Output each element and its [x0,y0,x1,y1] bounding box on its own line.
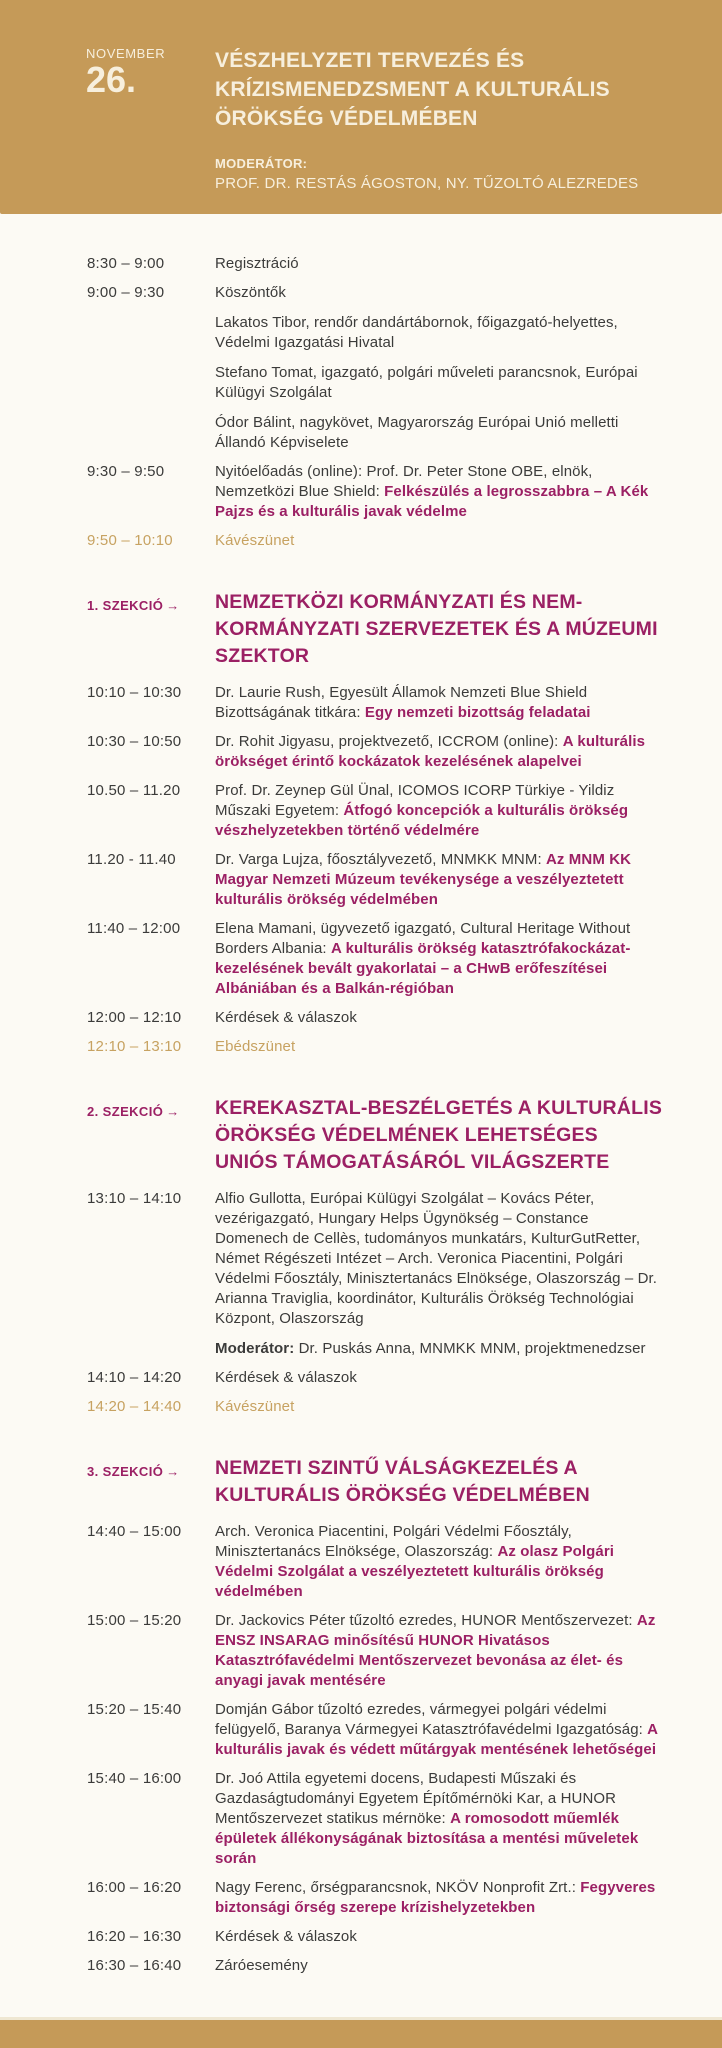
event-paragraph [215,1368,666,1388]
section-label [87,1455,215,1509]
talk-title: Felkészülés a legrosszabbra – A Kék Pajzs és a kulturális javak védelme [215,483,649,520]
event-description [215,1037,666,1057]
talk-title: Egy nemzeti bizottság feladatai [364,704,591,721]
event-paragraph [215,781,666,841]
event-time: 11.20 - 11.40 [87,851,176,868]
event-paragraph [215,1008,666,1028]
event-time: 10:10 – 10:30 [87,684,182,701]
event-description [215,732,666,772]
event-text: Domján Gábor tűzoltó ezredes, vármegyei polgári védelmi felügyelő, Baranya Vármegyei Katasztrófavédelmi Igazgatóság: [215,1701,648,1738]
event-time: 8:30 – 9:00 [87,255,165,272]
title-block [215,46,672,214]
schedule-row [87,1956,666,1976]
event-text: Nagy Ferenc, őrségparancsnok, NKÖV Nonprofit Zrt.: [215,1879,581,1896]
inline-moderator-label: Moderátor: [215,1340,299,1357]
event-description [215,1611,666,1691]
event-time: 13:10 – 14:10 [87,1190,182,1207]
section-title: KEREKASZTAL-BESZÉLGETÉS A KULTURÁLIS ÖRÖKSÉG VÉDELMÉNEK LEHETSÉGES UNIÓS TÁMOGATÁSÁRÓL VILÁGSZERTE [215,1097,663,1173]
talk-title: Az ENSZ INSARAG minősítésű HUNOR Hivatásos Katasztrófavédelmi Mentőszervezet bevonása az élet- és anyagi javak mentésére [215,1612,656,1689]
arrow-right-icon: → [166,1104,180,1119]
event-text: Dr. Joó Attila egyetemi docens, Budapesti Műszaki és Gazdaságtudományi Egyetem Építőmérnöki Kar, a HUNOR Mentőszervezet statikus mérnöke: [215,1770,617,1827]
day-number: 26. [86,59,137,100]
schedule-row [87,919,666,999]
event-time: 9:50 – 10:10 [87,532,173,549]
section-label-text: 1. SZEKCIÓ [87,598,164,613]
section-label-text: 2. SZEKCIÓ [87,1104,164,1119]
event-paragraph [215,254,666,274]
event-paragraph [215,1927,666,1947]
event-text: Ódor Bálint, nagykövet, Magyarország Európai Unió melletti Állandó Képviselete [215,414,619,451]
event-paragraph [215,462,666,522]
event-description [215,1769,666,1869]
schedule-row [87,1878,666,1918]
arrow-right-icon: → [166,598,180,613]
talk-title: A kulturális javak és védett műtárgyak mentésének lehetőségei [215,1721,658,1758]
event-description [215,531,666,551]
program-title: VÉSZHELYZETI TERVEZÉS ÉS KRÍZISMENEDZSMENT A KULTURÁLIS ÖRÖKSÉG VÉDELMÉBEN [215,49,610,130]
section-label-text: 3. SZEKCIÓ [87,1464,164,1479]
schedule-row [87,850,666,910]
section-header [87,589,666,670]
event-description [215,683,666,723]
schedule-row [87,1769,666,1869]
event-description [215,850,666,910]
event-text: Dr. Puskás Anna, MNMKK MNM, projektmenedzser [298,1340,646,1357]
event-text: Elena Mamani, ügyvezető igazgató, Cultural Heritage Without Borders Albania: [215,920,631,957]
event-description [215,1700,666,1760]
program-header [0,0,722,214]
event-description [215,1956,666,1976]
event-description [215,254,666,274]
event-paragraph [215,313,666,353]
talk-title: A kulturális örökséget érintő kockázatok kezelésének alapelvei [215,733,646,770]
event-time: 14:20 – 14:40 [87,1398,182,1415]
talk-title: Átfogó koncepciók a kulturális örökség vészhelyzetekben történő védelmére [215,802,629,839]
event-time: 10:30 – 10:50 [87,733,182,750]
event-paragraph [215,1189,666,1329]
moderator-name: PROF. DR. RESTÁS ÁGOSTON, NY. TŰZOLTÓ ALEZREDES [215,175,639,192]
event-time: 16:30 – 16:40 [87,1957,182,1974]
schedule-row [87,1927,666,1947]
schedule-row [87,254,666,274]
schedule-row [87,1522,666,1602]
event-text: Kérdések & válaszok [215,1009,357,1026]
event-paragraph [215,1769,666,1869]
event-text: Nyitóelőadás (online): Prof. Dr. Peter Stone OBE, elnök, Nemzetközi Blue Shield: [215,463,593,500]
date-block [86,46,215,214]
event-text: Dr. Jackovics Péter tűzoltó ezredes, HUNOR Mentőszervezet: [215,1612,637,1629]
schedule-row [87,283,666,453]
event-paragraph [215,1611,666,1691]
schedule-row [87,781,666,841]
talk-title: Az olasz Polgári Védelmi Szolgálat a veszélyeztetett kulturális örökség védelmében [215,1543,615,1600]
break-row [87,1397,666,1417]
event-paragraph [215,1522,666,1602]
event-paragraph [215,283,666,303]
event-description [215,1878,666,1918]
event-description [215,1189,666,1359]
event-text: Lakatos Tibor, rendőr dandártábornok, főigazgató-helyettes, Védelmi Igazgatási Hivatal [215,314,618,351]
schedule-row [87,1368,666,1388]
section-label [87,1095,215,1176]
event-paragraph [215,1037,666,1057]
event-text: Alfio Gullotta, Európai Külügyi Szolgálat – Kovács Péter, vezérigazgató, Hungary Helps Ügynökség – Constance Domenech de Cellès, tudományos munkatárs, KulturGutRetter, Német Régészeti Intézet – Arch. Veronica Piacentini, Polgári Védelmi Főosztály, Minisztertanács Elnöksége, Olaszország – Dr. Arianna Traviglia, koordinátor, Kulturális Örökség Technológiai Központ, Olaszország [215,1190,658,1327]
event-time: 14:40 – 15:00 [87,1523,182,1540]
event-paragraph [215,363,666,403]
event-description [215,1927,666,1947]
event-time: 16:20 – 16:30 [87,1928,182,1945]
event-text: Kérdések & válaszok [215,1369,357,1386]
event-paragraph [215,413,666,453]
event-text: Dr. Laurie Rush, Egyesült Államok Nemzeti Blue Shield Bizottságának titkára: [215,684,588,721]
moderator-label: MODERÁTOR: [215,156,308,171]
schedule-row [87,683,666,723]
event-text: Kávészünet [215,1398,295,1415]
section-title: NEMZETI SZINTŰ VÁLSÁGKEZELÉS A KULTURÁLIS ÖRÖKSÉG VÉDELMÉBEN [215,1457,590,1506]
event-description [215,1008,666,1028]
talk-title: Az MNM KK Magyar Nemzeti Múzeum tevékenysége a veszélyeztetett kulturális örökség védelmében [215,851,632,908]
schedule-row [87,1189,666,1359]
event-time: 9:00 – 9:30 [87,284,165,301]
schedule-list [0,214,722,1976]
event-time: 10.50 – 11.20 [87,782,181,799]
schedule-row [87,732,666,772]
schedule-row [87,1611,666,1691]
event-description [215,1368,666,1388]
event-time: 12:10 – 13:10 [87,1038,182,1055]
event-text: Záróesemény [215,1957,308,1974]
event-paragraph [215,1956,666,1976]
event-paragraph [215,1878,666,1918]
break-row [87,1037,666,1057]
event-text: Regisztráció [215,255,299,272]
event-text: Dr. Varga Lujza, főosztályvezető, MNMKK MNM: [215,851,546,868]
event-text: Köszöntők [215,284,286,301]
schedule-row [87,1008,666,1028]
event-paragraph [215,1339,666,1359]
event-paragraph [215,732,666,772]
schedule-row [87,462,666,522]
event-text: Prof. Dr. Zeynep Gül Ünal, ICOMOS ICORP Türkiye - Yildiz Műszaki Egyetem: [215,782,615,819]
event-time: 15:20 – 15:40 [87,1701,182,1718]
event-time: 12:00 – 12:10 [87,1009,182,1026]
event-paragraph [215,1700,666,1760]
event-time: 15:00 – 15:20 [87,1612,182,1629]
section-header [87,1095,666,1176]
section-title: NEMZETKÖZI KORMÁNYZATI ÉS NEM-KORMÁNYZATI SZERVEZETEK ÉS A MÚZEUMI SZEKTOR [215,591,658,667]
event-text: Stefano Tomat, igazgató, polgári műveleti parancsnok, Európai Külügyi Szolgálat [215,364,638,401]
section-label [87,589,215,670]
event-time: 9:30 – 9:50 [87,463,165,480]
event-description [215,1397,666,1417]
event-text: Kávészünet [215,532,295,549]
footer-bar [0,2017,722,2048]
event-description [215,1522,666,1602]
event-description [215,283,666,453]
event-text: Ebédszünet [215,1038,296,1055]
talk-title: A romosodott műemlék épületek állékonyságának biztosítása a mentési műveletek során [215,1810,639,1867]
section-header [87,1455,666,1509]
event-text: Kérdések & válaszok [215,1928,357,1945]
talk-title: A kulturális örökség katasztrófakockázat-kezelésének bevált gyakorlatai – a CHwB erőfeszítései Albániában és a Balkán-régióban [215,940,631,997]
month-label: NOVEMBER [86,46,166,61]
event-paragraph [215,683,666,723]
schedule-row [87,1700,666,1760]
event-paragraph [215,919,666,999]
event-description [215,781,666,841]
event-time: 11:40 – 12:00 [87,920,181,937]
event-description [215,462,666,522]
event-time: 15:40 – 16:00 [87,1770,182,1787]
event-description [215,919,666,999]
arrow-right-icon: → [166,1464,180,1479]
event-paragraph [215,850,666,910]
break-row [87,531,666,551]
talk-title: Fegyveres biztonsági őrség szerepe krízishelyzetekben [215,1879,656,1916]
event-text: Dr. Rohit Jigyasu, projektvezető, ICCROM (online): [215,733,563,750]
event-time: 14:10 – 14:20 [87,1369,182,1386]
event-time: 16:00 – 16:20 [87,1879,182,1896]
event-paragraph [215,531,666,551]
moderator-block [215,156,672,192]
event-paragraph [215,1397,666,1417]
event-text: Arch. Veronica Piacentini, Polgári Védelmi Főosztály, Minisztertanács Elnöksége, Olaszország: [215,1523,572,1560]
